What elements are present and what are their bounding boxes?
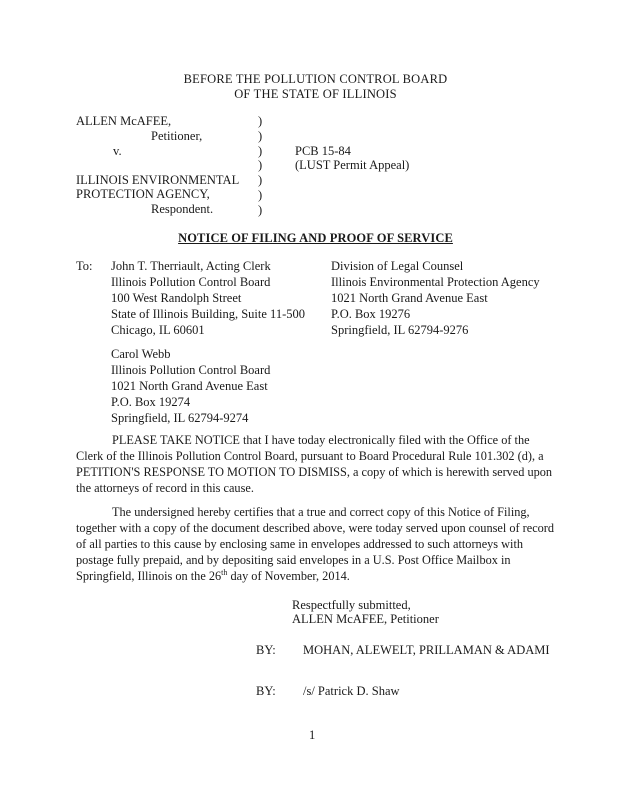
case-number: PCB 15-84 bbox=[295, 144, 351, 158]
court-heading-line-2: OF THE STATE OF ILLINOIS bbox=[234, 87, 397, 101]
versus: v. bbox=[113, 144, 122, 158]
address-line: P.O. Box 19274 bbox=[111, 395, 191, 409]
notice-paragraph bbox=[76, 432, 552, 496]
paragraph-line: together with a copy of the document described above, were today served upon counsel of record bbox=[76, 521, 555, 535]
address-line: 100 West Randolph Street bbox=[111, 291, 242, 305]
date-text-end: day of November, 2014. bbox=[227, 569, 350, 583]
bracket: ) bbox=[258, 158, 263, 173]
address-line: Chicago, IL 60601 bbox=[111, 323, 205, 337]
case-type: (LUST Permit Appeal) bbox=[295, 158, 410, 172]
address-line: Division of Legal Counsel bbox=[331, 259, 464, 273]
bracket: ) bbox=[258, 128, 263, 143]
address-line: Illinois Pollution Control Board bbox=[111, 363, 271, 377]
address-line: John T. Therriault, Acting Clerk bbox=[111, 259, 271, 273]
bracket: ) bbox=[258, 202, 263, 217]
paragraph-line: PETITION'S RESPONSE TO MOTION TO DISMISS, a copy of which is herewith served upon bbox=[76, 465, 553, 479]
closing: Respectfully submitted, bbox=[292, 598, 411, 612]
bracket: ) bbox=[258, 143, 263, 158]
respondent-name-line-1: ILLINOIS ENVIRONMENTAL bbox=[76, 173, 240, 187]
petitioner-name: ALLEN McAFEE, bbox=[76, 114, 172, 128]
address-line: State of Illinois Building, Suite 11-500 bbox=[111, 307, 305, 321]
recipient-webb bbox=[111, 346, 270, 426]
date-ordinal: th bbox=[221, 567, 228, 577]
by-label: BY: bbox=[256, 684, 276, 698]
address-line: Illinois Environmental Protection Agency bbox=[331, 275, 540, 289]
paragraph-line: PLEASE TAKE NOTICE that I have today electronically filed with the Office of the bbox=[112, 433, 530, 447]
address-line: Springfield, IL 62794-9274 bbox=[111, 411, 249, 425]
paragraph-line: Clerk of the Illinois Pollution Control Board, pursuant to Board Procedural Rule 101.302 (d), a bbox=[76, 449, 544, 463]
petitioner-role: Petitioner, bbox=[151, 129, 203, 143]
paragraph-line: of all parties to this cause by enclosing same in envelopes addressed to such attorneys with bbox=[76, 537, 524, 551]
recipient-clerk bbox=[111, 258, 305, 338]
address-line: 1021 North Grand Avenue East bbox=[111, 379, 268, 393]
signer-name: /s/ Patrick D. Shaw bbox=[303, 684, 400, 698]
address-line: Illinois Pollution Control Board bbox=[111, 275, 271, 289]
bracket: ) bbox=[258, 173, 263, 188]
notice-title: NOTICE OF FILING AND PROOF OF SERVICE bbox=[178, 231, 453, 245]
page-number: 1 bbox=[309, 728, 316, 742]
by-label: BY: bbox=[256, 643, 276, 657]
certification-paragraph bbox=[76, 504, 554, 584]
court-heading-line-1: BEFORE THE POLLUTION CONTROL BOARD bbox=[183, 72, 448, 86]
address-line: Springfield, IL 62794-9276 bbox=[331, 323, 469, 337]
date-text: Springfield, Illinois on the 26 bbox=[76, 569, 222, 583]
bracket: ) bbox=[258, 114, 263, 128]
paragraph-line: The undersigned hereby certifies that a true and correct copy of this Notice of Filing, bbox=[112, 505, 530, 519]
caption-brackets bbox=[258, 113, 262, 217]
address-line: Carol Webb bbox=[111, 347, 171, 361]
paragraph-line: the attorneys of record in this cause. bbox=[76, 481, 254, 495]
to-label: To: bbox=[76, 259, 93, 273]
bracket: ) bbox=[258, 187, 263, 202]
paragraph-line: postage fully prepaid, and by depositing said envelopes in a U.S. Post Office Mailbox in bbox=[76, 553, 511, 567]
party-name: ALLEN McAFEE, Petitioner bbox=[292, 612, 439, 626]
respondent-role: Respondent. bbox=[151, 202, 214, 216]
address-line: 1021 North Grand Avenue East bbox=[331, 291, 488, 305]
address-line: P.O. Box 19276 bbox=[331, 307, 411, 321]
respondent-name-line-2: PROTECTION AGENCY, bbox=[76, 187, 210, 201]
law-firm: MOHAN, ALEWELT, PRILLAMAN & ADAMI bbox=[303, 643, 550, 657]
paragraph-line-date bbox=[76, 568, 554, 584]
recipient-legal-counsel bbox=[331, 258, 540, 338]
